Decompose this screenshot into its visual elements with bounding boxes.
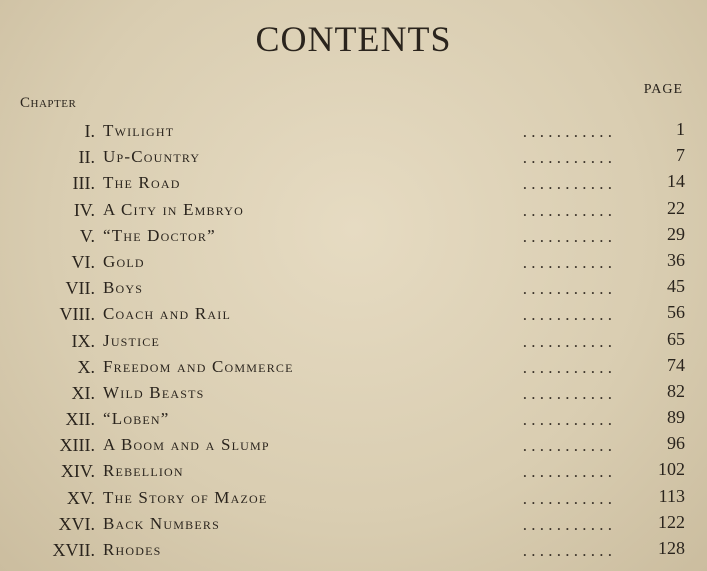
chapter-title: “Loben” <box>103 409 170 429</box>
dot-leaders: . . . . . . . . . . . <box>522 122 612 141</box>
chapter-column-header: Chapter <box>20 95 77 111</box>
page-number: 74 <box>667 354 685 375</box>
dot-leaders: . . . . . . . . . . . <box>522 410 612 430</box>
page-number: 36 <box>667 249 685 270</box>
chapter-title: Up-Country <box>103 147 201 167</box>
contents-entry <box>0 118 707 144</box>
dot-leaders: . . . . . . . . . . . <box>522 252 612 272</box>
page-number: 122 <box>658 511 685 532</box>
contents-entry <box>0 458 707 484</box>
dot-leaders: . . . . . . . . . . . <box>522 488 612 508</box>
page-number: 1 <box>676 119 685 139</box>
chapter-title: Justice <box>103 330 161 350</box>
chapter-number: XVII. <box>52 540 95 560</box>
contents-entry <box>0 223 707 249</box>
contents-entry <box>0 249 707 275</box>
chapter-title: Gold <box>103 251 145 271</box>
contents-entry <box>0 144 707 170</box>
dot-leaders: . . . . . . . . . . . <box>522 174 612 194</box>
page-number: 56 <box>667 302 685 323</box>
page-number: 22 <box>667 197 685 218</box>
contents-entry <box>0 301 707 327</box>
dot-leaders: . . . . . . . . . . . <box>522 383 612 403</box>
chapter-number: XIV. <box>60 461 95 482</box>
dot-leaders: . . . . . . . . . . . <box>522 226 612 246</box>
page-number: 82 <box>667 380 685 401</box>
chapter-number: I. <box>84 121 95 141</box>
dot-leaders: . . . . . . . . . . . <box>522 436 612 456</box>
chapter-number: VIII. <box>59 304 95 325</box>
chapter-title: Back Numbers <box>103 513 220 533</box>
chapter-number: XV. <box>66 487 95 508</box>
contents-entry <box>0 511 707 537</box>
contents-list <box>0 118 707 563</box>
page-number: 65 <box>667 328 685 349</box>
contents-entry <box>0 328 707 354</box>
chapter-title: “The Doctor” <box>103 225 216 245</box>
page-number: 113 <box>658 485 685 506</box>
chapter-number: X. <box>77 356 95 377</box>
page-number: 14 <box>667 171 685 192</box>
contents-entry <box>0 537 707 563</box>
dot-leaders: . . . . . . . . . . . <box>522 331 612 351</box>
page-title: CONTENTS <box>255 19 452 59</box>
chapter-title: Coach and Rail <box>103 304 231 324</box>
chapter-title: The Road <box>103 173 181 193</box>
page-number: 45 <box>667 276 685 297</box>
dot-leaders: . . . . . . . . . . . <box>522 148 612 168</box>
chapter-number: II. <box>78 147 95 168</box>
chapter-title: Freedom and Commerce <box>103 356 294 376</box>
chapter-title: Rhodes <box>103 540 162 559</box>
page-number: 102 <box>658 459 685 480</box>
contents-entry <box>0 354 707 380</box>
chapter-title: A Boom and a Slump <box>103 435 270 455</box>
chapter-number: XIII. <box>59 435 95 456</box>
chapter-title: A City in Embryo <box>103 199 245 219</box>
chapter-number: IX. <box>71 330 95 351</box>
contents-entry <box>0 432 707 458</box>
chapter-title: The Story of Mazoe <box>103 487 268 507</box>
page-number: 128 <box>658 538 685 558</box>
chapter-title: Wild Beasts <box>103 382 205 402</box>
chapter-title: Twilight <box>103 121 175 140</box>
dot-leaders: . . . . . . . . . . . <box>522 279 612 299</box>
chapter-number: XI. <box>71 382 95 403</box>
page-number: 89 <box>667 407 685 428</box>
contents-entry <box>0 485 707 511</box>
chapter-number: VI. <box>71 251 95 272</box>
chapter-number: XII. <box>65 409 95 430</box>
page-number: 29 <box>667 223 685 244</box>
page-column-header: PAGE <box>643 82 683 97</box>
chapter-title: Boys <box>103 278 144 298</box>
contents-entry <box>0 406 707 432</box>
dot-leaders: . . . . . . . . . . . <box>522 514 612 534</box>
chapter-number: III. <box>72 173 95 194</box>
dot-leaders: . . . . . . . . . . . <box>522 462 612 482</box>
dot-leaders: . . . . . . . . . . . <box>522 200 612 220</box>
chapter-number: XVI. <box>58 513 95 534</box>
contents-entry <box>0 170 707 196</box>
page-number: 96 <box>667 433 685 454</box>
dot-leaders: . . . . . . . . . . . <box>522 541 612 560</box>
chapter-title: Rebellion <box>103 461 184 481</box>
chapter-number: IV. <box>73 199 95 220</box>
dot-leaders: . . . . . . . . . . . <box>522 357 612 377</box>
contents-entry <box>0 197 707 223</box>
contents-entry <box>0 380 707 406</box>
chapter-number: VII. <box>65 278 95 299</box>
chapter-number: V. <box>79 225 95 246</box>
contents-entry <box>0 275 707 301</box>
page-number: 7 <box>676 145 685 166</box>
dot-leaders: . . . . . . . . . . . <box>522 305 612 325</box>
